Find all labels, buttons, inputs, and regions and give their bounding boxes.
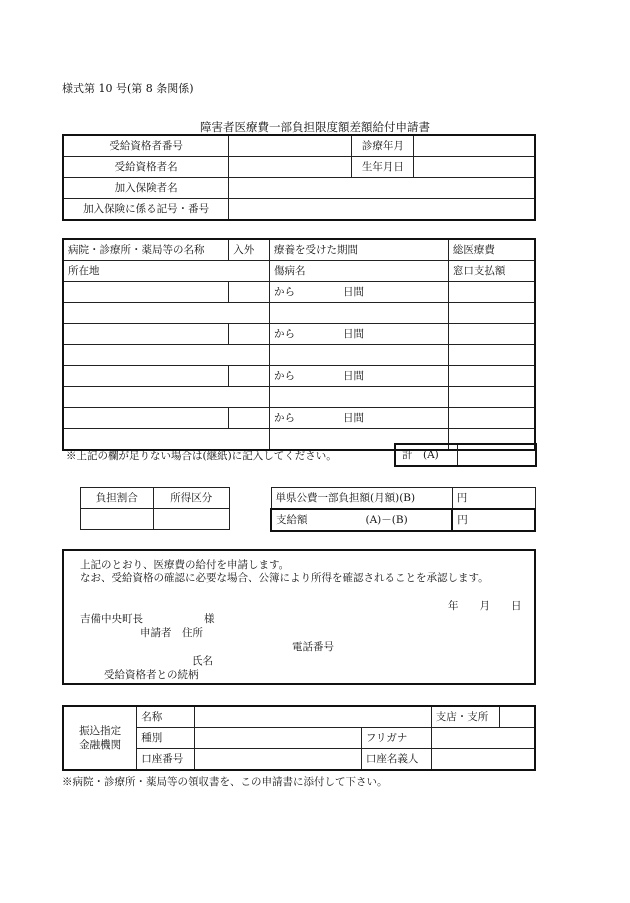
period-from: から (274, 370, 296, 382)
declaration-box (62, 549, 536, 685)
applicant-table (62, 134, 536, 221)
furigana-field[interactable] (431, 728, 535, 749)
table-row (63, 282, 535, 303)
page-title: 障害者医療費一部負担限度額差額給付申請書 (200, 120, 430, 134)
furigana-label: フリガナ (361, 728, 431, 749)
insurer-name-label: 加入保険者名 (63, 178, 229, 199)
total-field[interactable] (452, 445, 535, 465)
inpatient-outpatient-field[interactable] (229, 324, 270, 345)
recipient-number-field[interactable] (229, 135, 352, 157)
address-header: 所在地 (63, 261, 270, 282)
recipient-name-field[interactable] (229, 157, 352, 178)
total-box (394, 443, 537, 467)
disease-name-field[interactable] (270, 303, 449, 324)
facility-name-field[interactable] (63, 366, 229, 387)
addressee-honorific: 様 (204, 613, 215, 625)
treatment-period-field[interactable] (270, 282, 449, 303)
table-row (63, 408, 535, 429)
treatment-period-field[interactable] (270, 324, 449, 345)
period-from: から (274, 286, 296, 298)
recipient-name-label: 受給資格者名 (63, 157, 229, 178)
payment-formula: (A)－(B) (365, 514, 408, 526)
receipt-note: ※病院・診療所・薬局等の領収書を、この申請書に添付して下さい。 (62, 776, 388, 788)
total-cost-field[interactable] (448, 366, 535, 387)
application-date: 年 月 日 (448, 600, 522, 612)
payment-amount-field[interactable] (452, 509, 535, 531)
payment-amount-label (271, 509, 452, 531)
counter-payment-field[interactable] (448, 387, 535, 408)
facility-name-field[interactable] (63, 282, 229, 303)
treatment-month-label: 診療年月 (352, 135, 414, 157)
yen-unit: 円 (457, 514, 468, 526)
recipient-number-label: 受給資格者番号 (63, 135, 229, 157)
period-days: 日間 (343, 412, 365, 424)
payment-label: 支給額 (276, 514, 308, 526)
table-row (63, 345, 535, 366)
branch-label: 支店・支所 (432, 707, 500, 727)
treatment-period-header: 療養を受けた期間 (270, 239, 449, 261)
facility-name-field[interactable] (63, 324, 229, 345)
yen-unit: 円 (456, 492, 468, 504)
relationship-label: 受給資格者との続柄 (104, 669, 199, 681)
bank-section-label (63, 706, 137, 770)
account-type-field[interactable] (195, 728, 362, 749)
treatment-period-field[interactable] (270, 408, 449, 429)
applicant-address-label: 申請者 住所 (140, 627, 203, 639)
bank-name-field[interactable] (195, 706, 432, 728)
inpatient-outpatient-field[interactable] (229, 366, 270, 387)
burden-ratio-table (80, 487, 230, 530)
counter-payment-field[interactable] (448, 303, 535, 324)
inpatient-outpatient-header: 入外 (229, 239, 270, 261)
account-holder-label: 口座名義人 (361, 749, 431, 771)
inpatient-outpatient-field[interactable] (229, 408, 270, 429)
account-number-label: 口座番号 (137, 749, 195, 771)
facility-name-header: 病院・診療所・薬局等の名称 (63, 239, 229, 261)
table-row (63, 387, 535, 408)
bank-table (62, 705, 536, 771)
counter-payment-field[interactable] (448, 345, 535, 366)
address-field[interactable] (63, 429, 270, 451)
insurer-name-field[interactable] (229, 178, 535, 199)
branch-cell (431, 706, 535, 728)
bank-section-label-2: 金融機関 (79, 739, 122, 751)
address-field[interactable] (63, 345, 270, 366)
burden-ratio-label: 負担割合 (81, 488, 154, 509)
table-row (63, 324, 535, 345)
total-cost-field[interactable] (448, 408, 535, 429)
address-field[interactable] (63, 387, 270, 408)
period-from: から (274, 328, 296, 340)
disease-name-field[interactable] (270, 387, 449, 408)
phone-number-label: 電話番号 (292, 641, 334, 653)
account-number-field[interactable] (195, 749, 362, 771)
declaration-line1: 上記のとおり、医療費の給付を申請します。 (80, 559, 290, 571)
insurance-symbol-field[interactable] (229, 199, 535, 221)
prefecture-burden-label: 単県公費一部負担額(月額)(B) (271, 488, 452, 510)
total-cost-field[interactable] (448, 282, 535, 303)
period-days: 日間 (343, 286, 365, 298)
treatment-period-field[interactable] (270, 366, 449, 387)
disease-name-field[interactable] (270, 345, 449, 366)
insurance-symbol-label: 加入保険に係る記号・番号 (63, 199, 229, 221)
birth-date-field[interactable] (414, 157, 535, 178)
facilities-table (62, 238, 536, 451)
treatment-month-field[interactable] (414, 135, 535, 157)
disease-name-header: 傷病名 (270, 261, 449, 282)
form-number: 様式第 10 号(第 8 条関係) (62, 82, 194, 95)
counter-payment-header: 窓口支払額 (448, 261, 535, 282)
table-row (63, 366, 535, 387)
total-cost-field[interactable] (448, 324, 535, 345)
payment-table (270, 487, 536, 532)
bank-name-label: 名称 (137, 706, 195, 728)
bank-section-label-1: 振込指定 (79, 725, 122, 737)
period-days: 日間 (343, 328, 365, 340)
inpatient-outpatient-field[interactable] (229, 282, 270, 303)
birth-date-label: 生年月日 (352, 157, 414, 178)
continuation-note: ※上記の欄が足りない場合は(継紙)に記入してください。 (66, 450, 337, 462)
table-row (63, 303, 535, 324)
income-class-label: 所得区分 (153, 488, 229, 509)
period-days: 日間 (343, 370, 365, 382)
prefecture-burden-field[interactable] (452, 488, 535, 510)
period-from: から (274, 412, 296, 424)
declaration-line2: なお、受給資格の確認に必要な場合、公簿により所得を確認されることを承認します。 (80, 572, 489, 584)
total-label: 計 (A) (396, 445, 458, 465)
burden-ratio-field[interactable] (81, 509, 154, 530)
account-holder-field[interactable] (431, 749, 535, 771)
account-type-label: 種別 (137, 728, 195, 749)
facility-name-field[interactable] (63, 408, 229, 429)
total-cost-header: 総医療費 (448, 239, 535, 261)
income-class-field[interactable] (153, 509, 229, 530)
addressee: 吉備中央町長 (80, 613, 143, 625)
applicant-name-label: 氏名 (192, 655, 213, 667)
address-field[interactable] (63, 303, 270, 324)
